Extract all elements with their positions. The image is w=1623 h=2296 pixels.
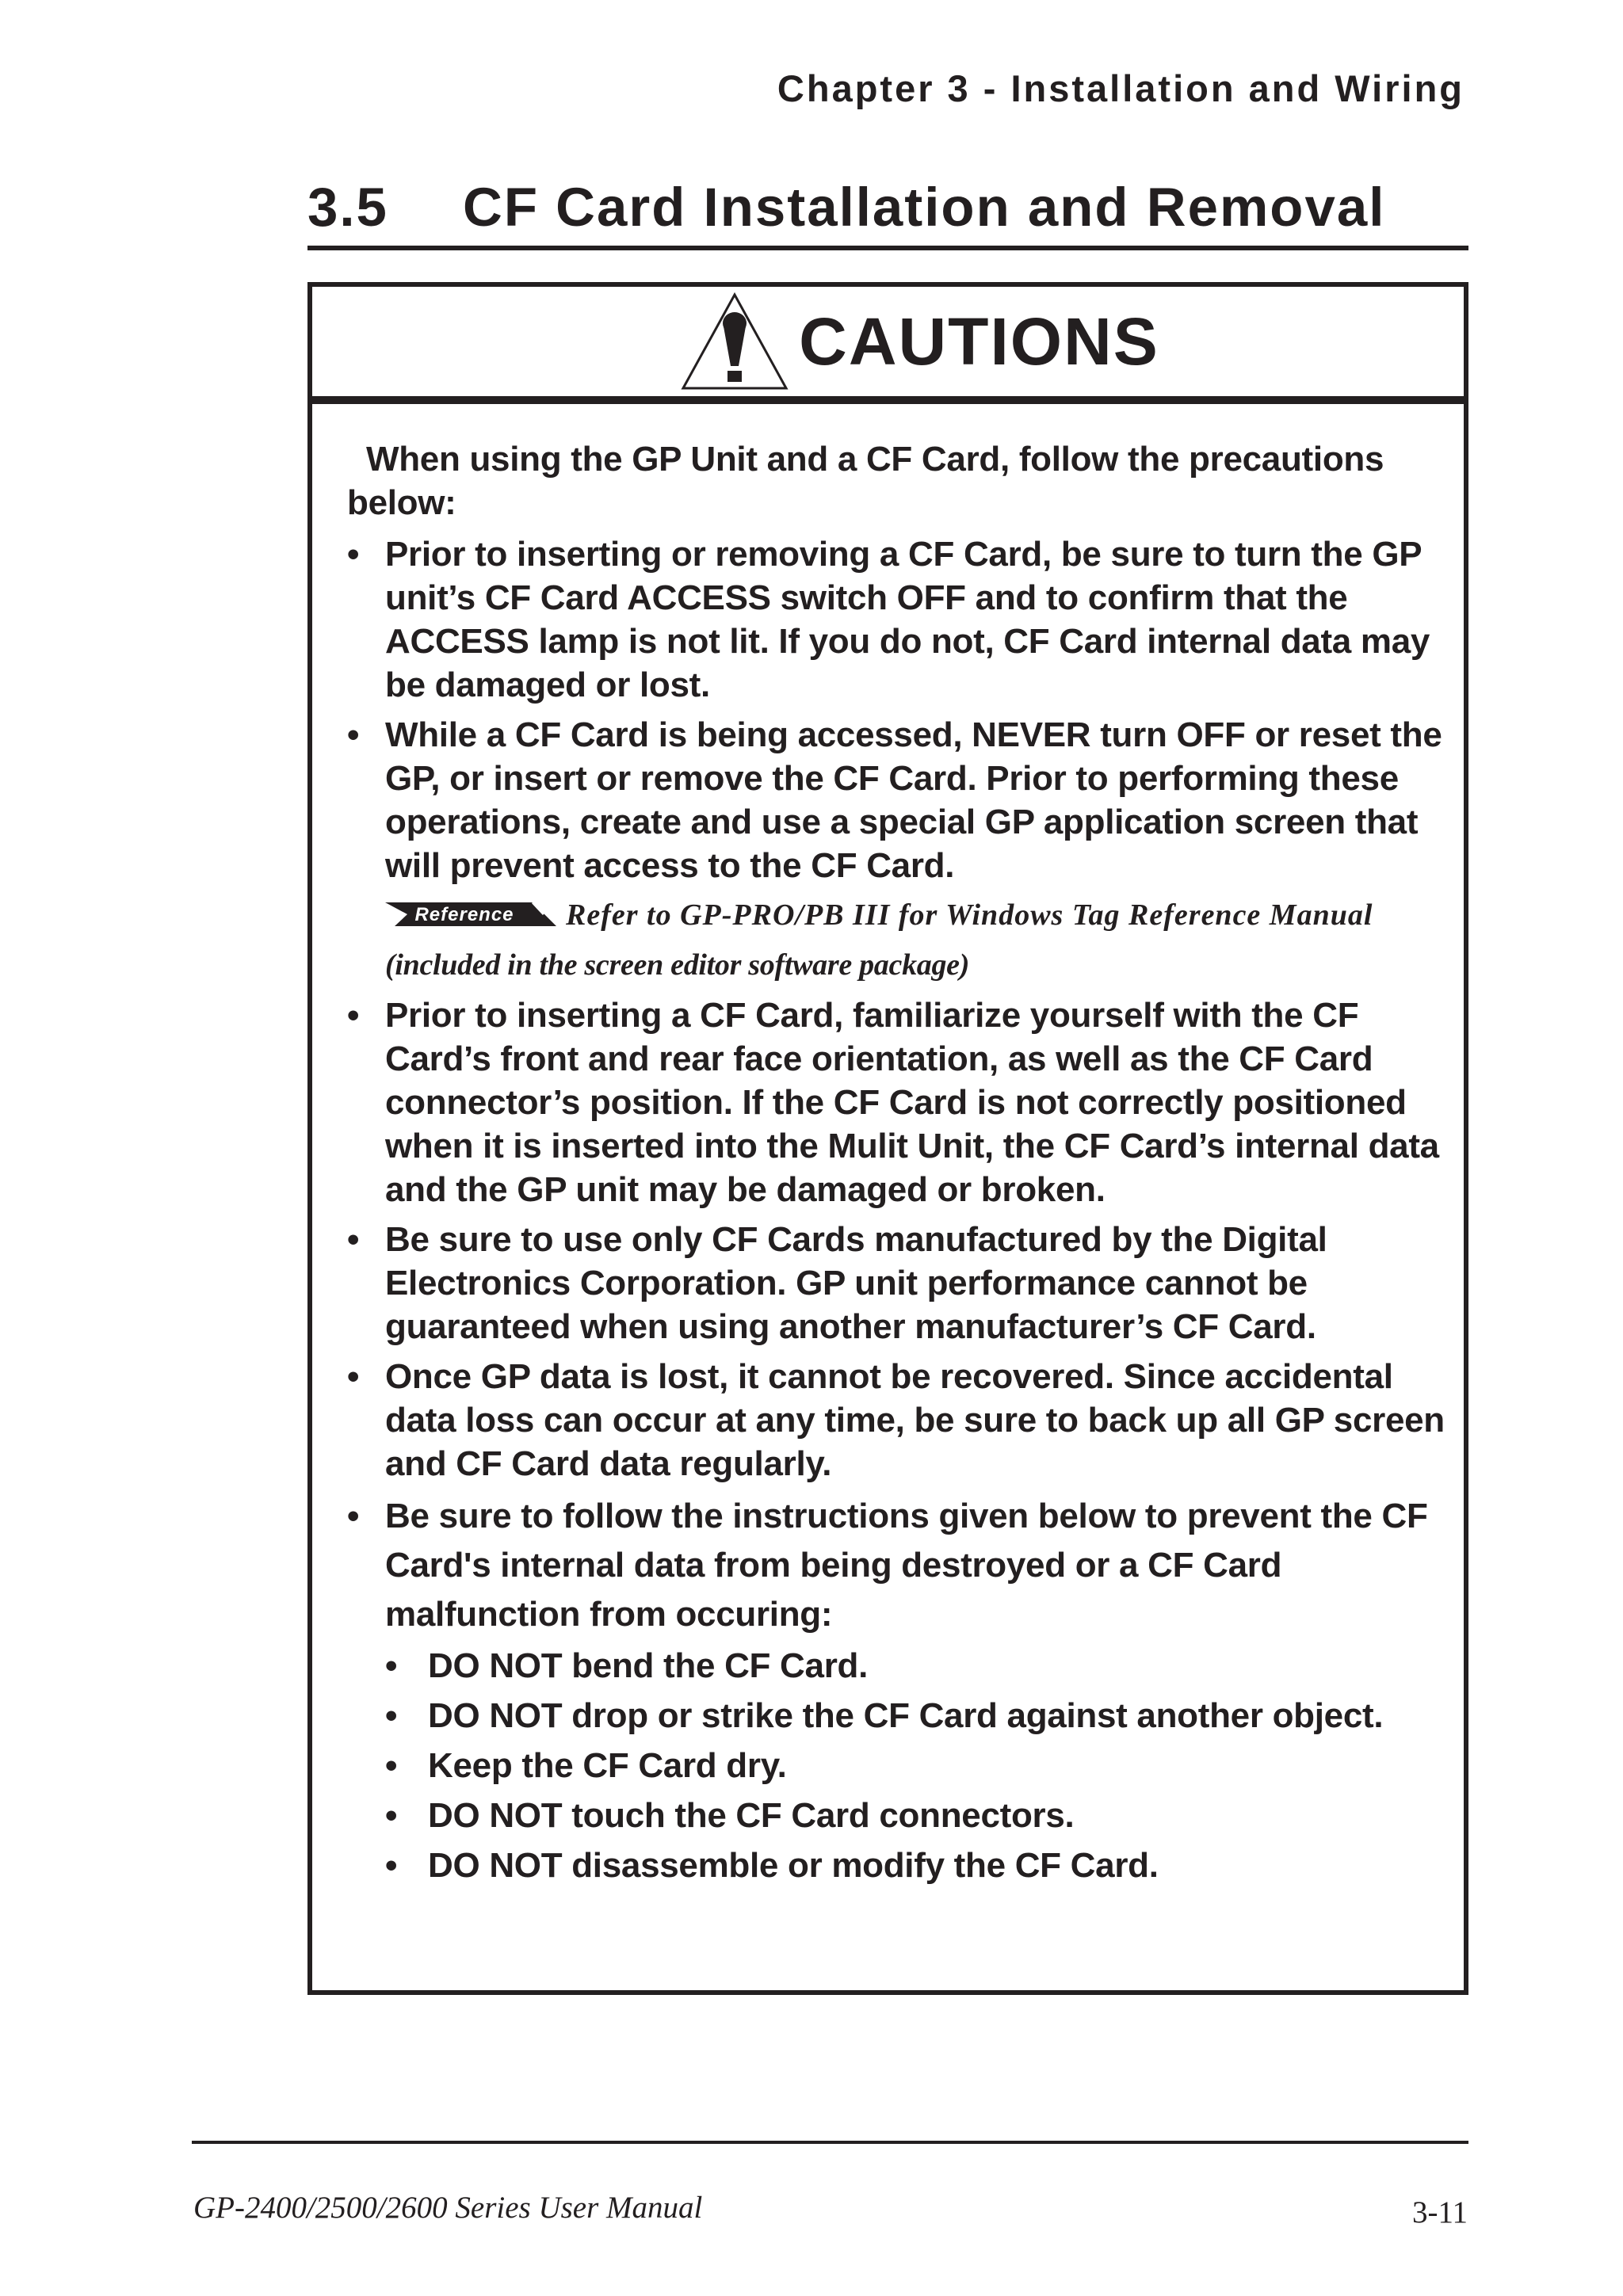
caution-item-text: Prior to inserting or removing a CF Card, be sure to turn the GP unit’s CF Card ACCESS switch OFF and to confirm that the ACCESS lamp is not lit. If you do not, CF Card internal data may be damaged or lost. [385,535,1430,704]
bullet: • [385,1746,398,1785]
bullet: • [347,535,360,574]
bullet: • [347,1220,360,1259]
reference-note [385,894,1448,937]
footer-divider [192,2141,1468,2144]
caution-item-text: Be sure to use only CF Cards manufactured by the Digital Electronics Corporation. GP unit performance cannot be guaranteed when using another manufacturer’s CF Card. [385,1220,1327,1346]
bullet: • [347,715,360,754]
bullet: • [347,1357,360,1396]
section-number: 3.5 [307,177,388,238]
warning-triangle-icon [680,290,789,393]
caution-item [347,532,1448,707]
caution-item-text: Prior to inserting a CF Card, familiarize yourself with the CF Card’s front and rear face orientation, as well as the CF Card connector’s position. If the CF Card is not correctly positioned when it is inserted into the Mulit Unit, the CF Card’s internal data and the GP unit may be damaged or broken. [385,996,1439,1209]
caution-header [312,287,1464,404]
sub-list [385,1644,1448,1887]
bullet: • [385,1696,398,1735]
title-divider [307,246,1468,250]
bullet: • [347,996,360,1035]
caution-item [347,713,1448,887]
caution-list [347,532,1448,887]
caution-list [347,994,1448,1887]
sub-item [385,1844,1448,1887]
reference-badge-icon [385,901,556,928]
caution-body [347,437,1448,1894]
sub-item-text: DO NOT drop or strike the CF Card against another object. [428,1696,1384,1735]
sub-item-text: DO NOT touch the CF Card connectors. [428,1796,1075,1835]
bullet: • [385,1846,398,1885]
caution-title: CAUTIONS [799,303,1159,379]
bullet: • [347,1497,360,1535]
section-title: CF Card Installation and Removal [463,177,1386,238]
sub-item [385,1794,1448,1837]
sub-item-text: DO NOT disassemble or modify the CF Card. [428,1846,1159,1885]
sub-item [385,1744,1448,1787]
caution-item [347,1492,1448,1887]
sub-item-text: DO NOT bend the CF Card. [428,1646,869,1685]
reference-badge-label: Reference [414,904,514,926]
footer-manual-title: GP-2400/2500/2600 Series User Manual [193,2191,703,2225]
bullet: • [385,1646,398,1685]
caution-box [307,282,1468,1995]
sub-item [385,1644,1448,1688]
caution-item-text: Be sure to follow the instructions given below to prevent the CF Card's internal data from being destroyed or a CF Card malfunction from occuring: [385,1497,1428,1634]
page-number: 3-11 [1411,2195,1468,2229]
reference-text: Refer to GP-PRO/PB III for Windows Tag Reference Manual [566,898,1373,932]
caution-item [347,994,1448,1211]
chapter-header: Chapter 3 - Installation and Wiring [777,67,1465,109]
sub-item-text: Keep the CF Card dry. [428,1746,787,1785]
caution-item-text: While a CF Card is being accessed, NEVER turn OFF or reset the GP, or insert or remove the CF Card. Prior to performing these operations, create and use a special GP application screen that will prevent access to the CF Card. [385,715,1442,885]
caution-item-text: Once GP data is lost, it cannot be recovered. Since accidental data loss can occur at any time, be sure to back up all GP screen and CF Card data regularly. [385,1357,1445,1483]
caution-item [347,1355,1448,1486]
caution-intro: When using the GP Unit and a CF Card, follow the precautions below: [347,440,1384,522]
reference-subtext: (included in the screen editor software package) [385,948,970,982]
caution-item [347,1218,1448,1348]
section-heading [307,176,1468,238]
sub-item [385,1694,1448,1737]
bullet: • [385,1796,398,1835]
